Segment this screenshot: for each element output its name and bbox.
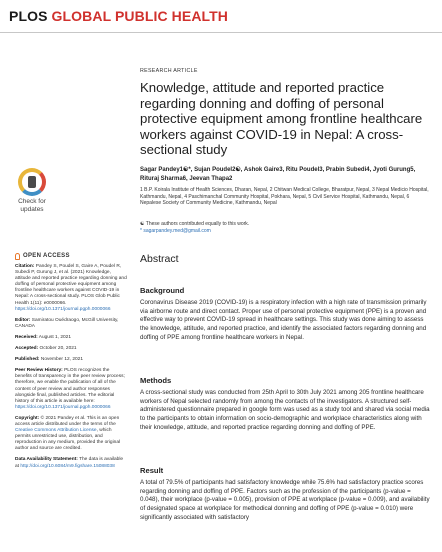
badge-line2: updates [20,205,44,213]
received-block [15,335,127,341]
citation-block [15,264,127,313]
data-availability-link[interactable]: http://doi.org/10.6084/m9.figshare.15088038 [20,463,115,469]
published-block [15,357,127,363]
editor-block [15,318,127,330]
abstract-heading: Abstract [140,253,179,265]
peer-review-block [15,368,127,411]
data-availability-label: Data Availability Statement: [15,457,78,463]
background-heading: Background [140,286,185,295]
data-availability-block [15,457,127,469]
accepted-block [15,346,127,352]
accepted-label: Accepted: [15,346,39,352]
check-updates-icon [18,168,46,196]
article-sidebar [15,253,127,475]
badge-line1: Check for [18,198,46,205]
copyright-label: Copyright: [15,415,40,421]
published-label: Published: [15,357,40,363]
result-text: A total of 79.5% of participants had satisfactory knowledge while 75.6% had satisfactory practice scores regarding donning and doffing of PPE. Factors such as the profession of the participants (p-value = 0.048), their workplace (p-value = 0.005), provision of PPE at workplace (p-value = 0.009), and availability of designated space at workplace for methodical donning and doffing of PPE (p-value = 0.010) were significantly associated with satisfactory [140,479,430,521]
corresponding-email-link[interactable]: * sagarpandey.med@gmail.com [140,227,211,234]
check-for-updates-badge[interactable] [13,168,51,220]
result-heading: Result [140,466,164,475]
copyright-block [15,416,127,453]
citation-doi-link[interactable]: https://doi.org/10.1371/journal.pgph.0000066 [15,306,111,312]
license-link[interactable]: Creative Commons Attribution License [15,428,97,434]
article-title: Knowledge, attitude and reported practice regarding donning and doffing of personal protective equipment among frontline healthcare workers against COVID-19 in Nepal: A cross-sectional study [140,80,423,158]
editor-text: Samiratou Ouédraogo, McGill University, CANADA [15,317,119,329]
peer-review-text: PLOS recognizes the benefits of transparency in the peer review process; therefore, we enable the publication of all of the content of peer review and author responses alongside final, published articles. The editorial history of this article is available here: [15,368,125,404]
open-access-lock-icon [15,253,20,260]
author-list: Sagar Pandey1☯*, Sujan Poudel2☯, Ashok Gaire3, Ritu Poudel3, Prabin Subedi4, Jyoti Gurung5, Rituraj Sharma6, Jeevan Thapa2 [140,167,416,182]
open-access-label [15,253,127,260]
plos-brand: PLOS [9,8,48,24]
peer-review-label: Peer Review History: [15,368,63,374]
methods-heading: Methods [140,376,172,385]
journal-masthead [9,8,228,24]
author-notes [140,221,430,234]
journal-name: GLOBAL PUBLIC HEALTH [51,8,229,24]
received-label: Received: [15,334,38,340]
affiliations: 1 B.P. Koirala Institute of Health Sciences, Dharan, Nepal, 2 Chitwan Medical College, Bharatpur, Nepal, 3 Nepal Medicio Hospital, Kathmandu, Nepal, 4 Paschimanchal Community Hospital, Pokhara, Nepal, 5 Civil Service Hospital, Kathmandu, Nepal, 6 Nepalese Society of Community Medicine, Kathmandu, Nepal [140,187,429,207]
background-text: Coronavirus Disease 2019 (COVID-19) is a respiratory infection with a high rate of transmission primarily via airborne route and direct contact. Proper use of personal protective equipment (PPE) is a proven and effective way to prevent COVID-19 spread in healthcare settings. This study was done aiming to assess the knowledge, attitude, and reported practice, and identify the associated factors regarding donning and doffing of PPE among frontline healthcare workers in Nepal. [140,299,427,341]
editor-label: Editor: [15,317,31,323]
open-access-text: OPEN ACCESS [23,253,70,260]
copyright-tail: , which permits unrestricted use, distribution, and reproduction in any medium, provided the original author and source are credited. [15,428,121,452]
equal-contribution-note: ☯ These authors contributed equally to this work. [140,221,250,227]
article-type-label: RESEARCH ARTICLE [140,68,198,74]
published-date: November 12, 2021 [39,357,83,363]
data-availability-text: The data is available at [15,457,124,469]
received-date: August 1, 2021 [37,334,72,340]
accepted-date: October 20, 2021 [38,346,77,352]
peer-review-link[interactable]: https://doi.org/10.1371/journal.pgph.0000066 [15,404,111,410]
methods-text: A cross-sectional study was conducted from 25th April to 30th July 2021 among 205 frontline healthcare workers of Nepal selected randomly from among the contacts of the investigators. A structured self-administered questionnaire prepared in google form was used as a study tool and shared via social media to the participants to obtain information on socio-demographic and workplace characteristics along with their knowledge, attitude, and reported practice regarding donning and doffing of PPE. [140,389,430,431]
citation-label: Citation: [15,264,35,269]
copyright-text: © 2021 Pandey et al. This is an open access article distributed under the terms of the [15,415,120,427]
header-divider [0,32,442,33]
citation-text: Pandey S, Poudel S, Gaire A, Poudel R, Subedi P, Gurung J, et al. (2021) Knowledge, attitude and reported practice regarding donning and doffing of personal protective equipment among frontline healthcare workers against COVID-19 in Nepal: A cross-sectional study. PLOS Glob Public Health 1(11): e0000066. [15,264,127,306]
